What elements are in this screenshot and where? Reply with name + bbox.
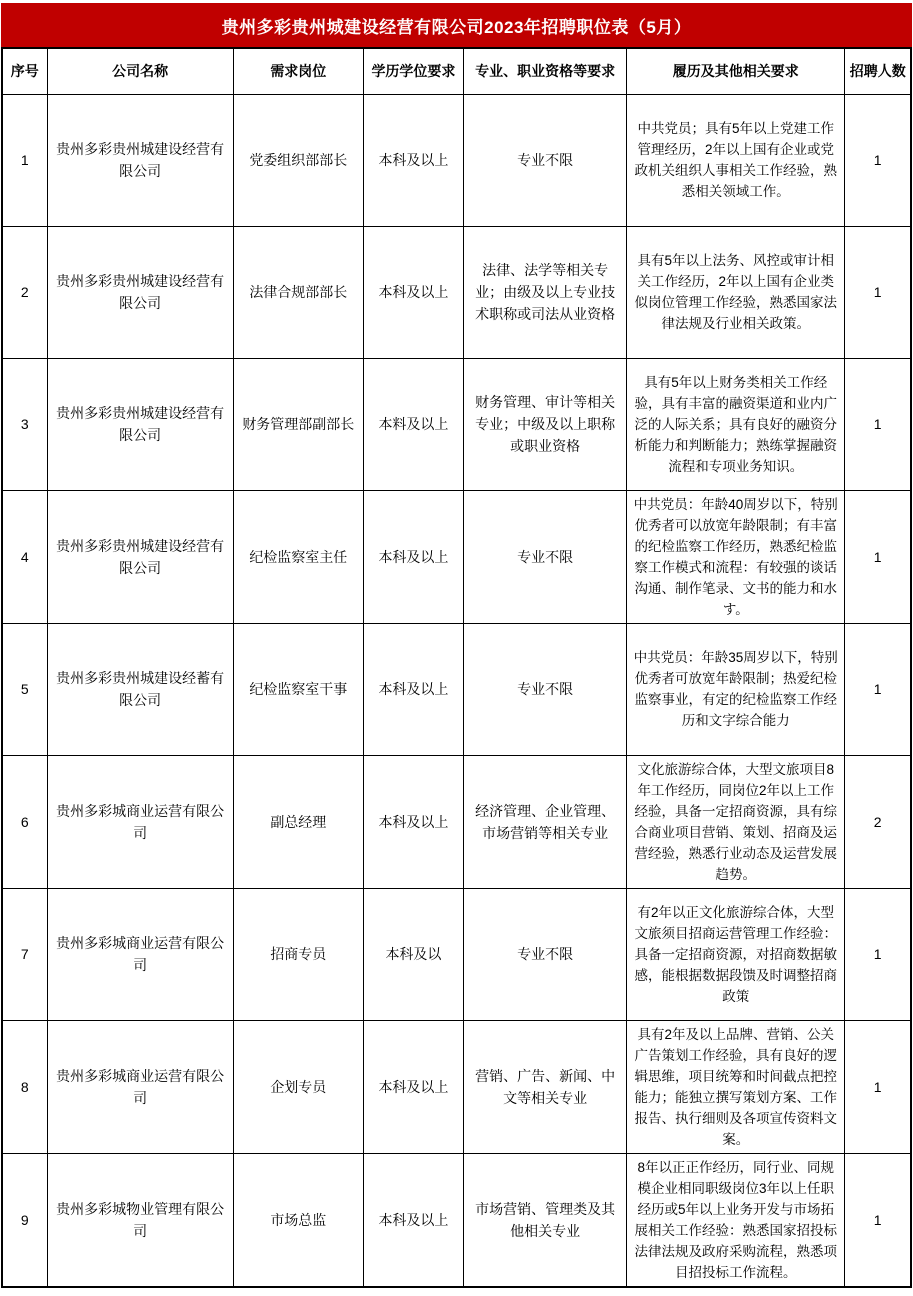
table-body — [2, 94, 911, 1287]
headcount-value: 1 — [845, 226, 911, 358]
qualification-requirement: 专业不限 — [464, 94, 627, 226]
table-header — [2, 48, 911, 94]
col-header-seq: 序号 — [2, 48, 47, 94]
table-row — [2, 490, 911, 623]
education-requirement: 本科及以上 — [363, 1020, 463, 1153]
col-header-education: 学历学位要求 — [363, 48, 463, 94]
position-name: 市场总监 — [233, 1153, 363, 1287]
header-row — [2, 48, 911, 94]
position-name: 纪检监察室主任 — [233, 490, 363, 623]
qualification-requirement: 专业不限 — [464, 888, 627, 1020]
qualification-requirement: 财务管理、审计等相关专业；中级及以上职称或职业资格 — [464, 358, 627, 490]
company-name: 贵州多彩贵州城建设经营有限公司 — [47, 358, 233, 490]
experience-requirement: 具有2年及以上品牌、营销、公关广告策划工作经验，具有良好的逻辑思维，项目统筹和时间截点把控能力；能独立撰写策划方案、工作报告、执行细则及各项宣传资料文案。 — [627, 1020, 845, 1153]
headcount-value: 1 — [845, 1153, 911, 1287]
headcount-value: 1 — [845, 888, 911, 1020]
col-header-requirements: 履历及其他相关要求 — [627, 48, 845, 94]
row-seq: 2 — [2, 226, 47, 358]
experience-requirement: 8年以正正作经历，同行业、同规模企业相同职级岗位3年以上任职经历或5年以上业务开发与市场拓展相关工作经验：熟悉国家招投标法律法规及政府采购流程，熟悉项目招投标工作流程。 — [627, 1153, 845, 1287]
company-name: 贵州多彩城商业运营有限公司 — [47, 888, 233, 1020]
row-seq: 9 — [2, 1153, 47, 1287]
row-seq: 1 — [2, 94, 47, 226]
table-row — [2, 358, 911, 490]
table-row — [2, 1153, 911, 1287]
table-row — [2, 888, 911, 1020]
position-name: 招商专员 — [233, 888, 363, 1020]
col-header-qualification: 专业、职业资格等要求 — [464, 48, 627, 94]
education-requirement: 本科及以上 — [363, 755, 463, 888]
col-header-position: 需求岗位 — [233, 48, 363, 94]
job-positions-table — [1, 47, 912, 1288]
position-name: 法律合规部部长 — [233, 226, 363, 358]
table-row — [2, 623, 911, 755]
position-name: 副总经理 — [233, 755, 363, 888]
col-header-company: 公司名称 — [47, 48, 233, 94]
position-name: 纪检监察室干事 — [233, 623, 363, 755]
position-name: 党委组织部部长 — [233, 94, 363, 226]
company-name: 贵州多彩贵州城建设经蓄有限公司 — [47, 623, 233, 755]
page-title: 贵州多彩贵州城建设经营有限公司2023年招聘职位表（5月） — [1, 3, 912, 47]
education-requirement: 本科及以上 — [363, 1153, 463, 1287]
headcount-value: 1 — [845, 358, 911, 490]
qualification-requirement: 营销、广告、新闻、中文等相关专业 — [464, 1020, 627, 1153]
row-seq: 7 — [2, 888, 47, 1020]
qualification-requirement: 经济管理、企业管理、市场营销等相关专业 — [464, 755, 627, 888]
education-requirement: 本料及以上 — [363, 358, 463, 490]
qualification-requirement: 法律、法学等相关专业；由级及以上专业技术职称或司法从业资格 — [464, 226, 627, 358]
position-name: 财务管理部副部长 — [233, 358, 363, 490]
headcount-value: 1 — [845, 1020, 911, 1153]
company-name: 贵州多彩城商业运营有限公司 — [47, 755, 233, 888]
table-row — [2, 1020, 911, 1153]
experience-requirement: 文化旅游综合体，大型文旅项目8年工作经历，同岗位2年以上工作经验，具备一定招商资源，具有综合商业项目营销、策划、招商及运营经验，熟悉行业动态及运营发展趋势。 — [627, 755, 845, 888]
qualification-requirement: 市场营销、管理类及其他相关专业 — [464, 1153, 627, 1287]
experience-requirement: 中共党员：年龄40周岁以下，特别优秀者可以放宽年龄限制；有丰富的纪检监察工作经历，熟悉纪检监察工作模式和流程：有较强的谈话沟通、制作笔录、文书的能力和水す。 — [627, 490, 845, 623]
education-requirement: 本科及以上 — [363, 490, 463, 623]
row-seq: 6 — [2, 755, 47, 888]
row-seq: 3 — [2, 358, 47, 490]
experience-requirement: 有2年以正文化旅游综合体，大型文旅须目招商运营管理工作经验：具备一定招商资源，对招商数据敏感，能根据数据段馈及时调整招商政策 — [627, 888, 845, 1020]
qualification-requirement: 专业不限 — [464, 490, 627, 623]
table-row — [2, 94, 911, 226]
company-name: 贵州多彩城物业管理有限公司 — [47, 1153, 233, 1287]
education-requirement: 本科及以 — [363, 888, 463, 1020]
education-requirement: 本科及以上 — [363, 226, 463, 358]
headcount-value: 1 — [845, 94, 911, 226]
position-name: 企划专员 — [233, 1020, 363, 1153]
experience-requirement: 具有5年以上法务、风控或审计相关工作经历，2年以上国有企业类似岗位管理工作经验，熟悉国家法律法规及行业相关政策。 — [627, 226, 845, 358]
row-seq: 5 — [2, 623, 47, 755]
education-requirement: 本科及以上 — [363, 94, 463, 226]
company-name: 贵州多彩贵州城建设经营有限公司 — [47, 490, 233, 623]
experience-requirement: 具有5年以上财务类相关工作经验，具有丰富的融资渠道和业内广泛的人际关系；具有良好的融资分析能力和判断能力；熟练掌握融资流程和专项业务知识。 — [627, 358, 845, 490]
experience-requirement: 中共党员：年龄35周岁以下，特别优秀者可放宽年龄限制；热爱纪检监察事业，有定的纪检监察工作经历和文字综合能力 — [627, 623, 845, 755]
table-row — [2, 755, 911, 888]
col-header-headcount: 招聘人数 — [845, 48, 911, 94]
table-row — [2, 226, 911, 358]
row-seq: 8 — [2, 1020, 47, 1153]
row-seq: 4 — [2, 490, 47, 623]
headcount-value: 1 — [845, 623, 911, 755]
company-name: 贵州多彩城商业运营有限公司 — [47, 1020, 233, 1153]
headcount-value: 2 — [845, 755, 911, 888]
company-name: 贵州多彩贵州城建设经营有限公司 — [47, 94, 233, 226]
company-name: 贵州多彩贵州城建设经营有限公司 — [47, 226, 233, 358]
experience-requirement: 中共党员；具有5年以上党建工作管理经历，2年以上国有企业或党政机关组织人事相关工作经验，熟悉相关领域工作。 — [627, 94, 845, 226]
qualification-requirement: 专业不限 — [464, 623, 627, 755]
headcount-value: 1 — [845, 490, 911, 623]
education-requirement: 本科及以上 — [363, 623, 463, 755]
